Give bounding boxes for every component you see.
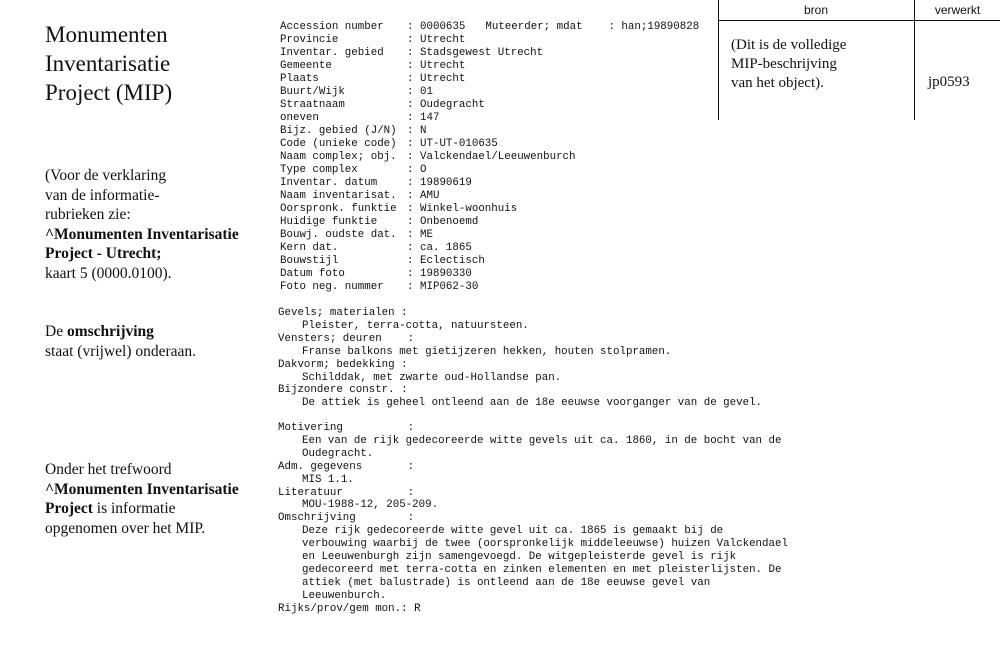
section-heading: Omschrijving : — [278, 512, 415, 525]
section-body: Pleister, terra-cotta, natuursteen. — [302, 319, 529, 332]
section-heading: Adm. gegevens : — [278, 460, 415, 473]
bron-line: MIP-beschrijving — [731, 56, 837, 72]
field-label: Huidige funktie — [280, 216, 378, 228]
field-value: ME — [420, 229, 433, 241]
field-label: Provincie — [280, 34, 339, 46]
document-title — [45, 20, 265, 107]
section-heading: Motivering : — [278, 422, 415, 434]
section-heading: Rijks/prov/gem mon.: R — [278, 602, 421, 615]
field-label: Code (unieke code) — [280, 138, 397, 150]
table-border — [718, 0, 719, 120]
note-line: van de informatie- — [45, 186, 160, 204]
field-label: oneven — [280, 112, 319, 124]
field-value: 0000635 — [420, 21, 466, 33]
field-separator: : — [407, 255, 414, 267]
field-value: Stadsgewest Utrecht — [420, 47, 544, 59]
field-label: Bijz. gebied (J/N) — [280, 125, 397, 137]
bron-line: van het object). — [731, 75, 824, 91]
field-separator: : — [407, 203, 414, 215]
field-separator: : — [407, 47, 414, 59]
note-line: (Voor de verklaring — [45, 167, 167, 184]
field-separator: : — [407, 34, 414, 46]
note-line: Onder het trefwoord — [45, 461, 172, 478]
source-table — [718, 0, 1000, 120]
field-label: Type complex — [280, 164, 358, 176]
note-keyword: Project — [45, 500, 93, 517]
field-separator: : — [407, 21, 414, 33]
note-keyword: ^Monumenten Inventarisatie — [45, 480, 239, 498]
field-separator: : — [407, 86, 414, 98]
field-label: Inventar. datum — [280, 177, 378, 189]
field-value: Onbenoemd — [420, 216, 479, 228]
field-separator: : — [407, 73, 414, 85]
section-heading: Literatuur : — [278, 486, 415, 499]
field-label: Straatnaam — [280, 99, 345, 111]
record-field — [280, 138, 810, 151]
field-label: Plaats — [280, 73, 319, 85]
record-sections-description — [278, 422, 818, 616]
info-note-keyword — [45, 460, 275, 538]
field-label: Accession number — [280, 21, 384, 33]
field-label: Oorspronk. funktie — [280, 203, 397, 215]
note-line: opgenomen over het MIP. — [45, 519, 206, 537]
field-value: 147 — [420, 112, 440, 124]
field-label: Kern dat. — [280, 242, 339, 254]
field-separator: : — [407, 112, 414, 124]
note-line-bold — [45, 480, 275, 500]
field-label: Bouwj. oudste dat. — [280, 229, 397, 241]
section-body: MOU-1988-12, 205-209. — [302, 499, 439, 512]
note-line — [45, 499, 275, 519]
field-value: 19890619 — [420, 177, 472, 189]
field-separator: : — [407, 190, 414, 202]
field-separator: : — [407, 281, 414, 293]
field-separator: : — [407, 125, 414, 137]
field-value: Oudegracht — [420, 99, 485, 111]
record-sections-materials — [278, 307, 818, 410]
note-text: De — [45, 323, 67, 340]
section-heading: Gevels; materialen : — [278, 307, 408, 319]
section-body: Schilddak, met zwarte oud-Hollandse pan. — [302, 371, 562, 384]
column-header-verwerkt: verwerkt — [934, 3, 981, 17]
section-body: Een van de rijk gedecoreerde witte gevels uit ca. 1860, in de bocht van de Oudegracht. — [302, 434, 782, 460]
field-value: Utrecht — [420, 60, 466, 72]
field-value: Utrecht — [420, 34, 466, 46]
record-field — [280, 216, 810, 229]
field-separator: : — [407, 268, 414, 280]
field-value: Eclectisch — [420, 255, 485, 267]
note-line-bold — [45, 244, 275, 264]
title-line: Project (MIP) — [45, 80, 173, 105]
field-extra: Muteerder; mdat : han;19890828 — [485, 21, 700, 33]
section-heading: Vensters; deuren : — [278, 332, 415, 345]
record-field — [280, 268, 810, 281]
field-separator: : — [407, 177, 414, 189]
field-separator: : — [407, 164, 414, 176]
note-line: staat (vrijwel) onderaan. — [45, 342, 197, 360]
field-label: Inventar. gebied — [280, 47, 384, 59]
field-separator: : — [407, 138, 414, 150]
field-value: Utrecht — [420, 73, 466, 85]
verwerkt-cell: jp0593 — [928, 74, 970, 90]
record-field — [280, 203, 810, 216]
field-value: MIP062-30 — [420, 281, 479, 293]
info-note-references — [45, 166, 275, 283]
note-line: kaart 5 (0000.0100). — [45, 264, 172, 282]
field-separator: : — [407, 229, 414, 241]
field-label: Naam complex; obj. — [280, 151, 397, 163]
record-field — [280, 229, 810, 242]
field-label: Naam inventarisat. — [280, 190, 397, 202]
field-label: Foto neg. nummer — [280, 281, 384, 293]
title-line: Monumenten — [45, 22, 168, 47]
field-separator: : — [407, 216, 414, 228]
record-field — [280, 125, 810, 138]
bron-cell — [731, 36, 911, 93]
field-label: Bouwstijl — [280, 255, 339, 267]
record-field — [280, 190, 810, 203]
field-value: Winkel-woonhuis — [420, 203, 518, 215]
field-value: N — [420, 125, 427, 137]
note-keyword: ^Monumenten Inventarisatie — [45, 225, 239, 243]
record-field — [280, 164, 810, 177]
section-heading: Dakvorm; bedekking : — [278, 358, 408, 371]
section-body: Franse balkons met gietijzeren hekken, houten stolpramen. — [302, 345, 672, 358]
record-field — [280, 242, 810, 255]
note-line — [45, 322, 275, 342]
record-field — [280, 281, 810, 294]
field-separator: : — [407, 99, 414, 111]
section-body: MIS 1.1. — [302, 473, 354, 486]
section-heading: Bijzondere constr. : — [278, 384, 408, 397]
record-field — [280, 255, 810, 268]
record-field — [280, 151, 810, 164]
column-header-bron: bron — [803, 3, 829, 17]
note-keyword: omschrijving — [66, 323, 154, 340]
table-border — [718, 20, 1000, 21]
field-value: 01 — [420, 86, 433, 98]
note-text: is informatie — [92, 500, 176, 517]
note-line: rubrieken zie: — [45, 206, 131, 223]
field-label: Gemeente — [280, 60, 332, 72]
field-separator: : — [407, 60, 414, 72]
field-value: O — [420, 164, 427, 176]
section-body: Deze rijk gedecoreerde witte gevel uit ca. 1865 is gemaakt bij de verbouwing waarbij de twee (oorspronkelijk middeleeuwse) huizen Valckendael en Leeuwenburgh zijn samengevoegd. De witgepleisterde gevel is rijk gedecoreerd met terra-cotta en zinken elementen en met pleisterlijsten. De attiek (met balustrade) is ontleend aan de 18e eeuwse gevel van Leeuwenburch. — [302, 525, 788, 602]
field-label: Buurt/Wijk — [280, 86, 345, 98]
info-note-description — [45, 322, 275, 361]
field-value: UT-UT-010635 — [420, 138, 498, 150]
field-value: AMU — [420, 190, 440, 202]
title-line: Inventarisatie — [45, 51, 171, 76]
table-border — [914, 0, 915, 120]
bron-line: (Dit is de volledige — [731, 37, 847, 53]
record-field — [280, 177, 810, 190]
field-separator: : — [407, 242, 414, 254]
note-line-bold — [45, 225, 275, 245]
section-body: De attiek is geheel ontleend aan de 18e eeuwse voorganger van de gevel. — [302, 397, 763, 410]
field-separator: : — [407, 151, 414, 163]
field-value: ca. 1865 — [420, 242, 472, 254]
field-value: Valckendael/Leeuwenburch — [420, 151, 576, 163]
field-label: Datum foto — [280, 268, 345, 280]
field-value: 19890330 — [420, 268, 472, 280]
note-keyword: Project - Utrecht; — [45, 245, 162, 262]
